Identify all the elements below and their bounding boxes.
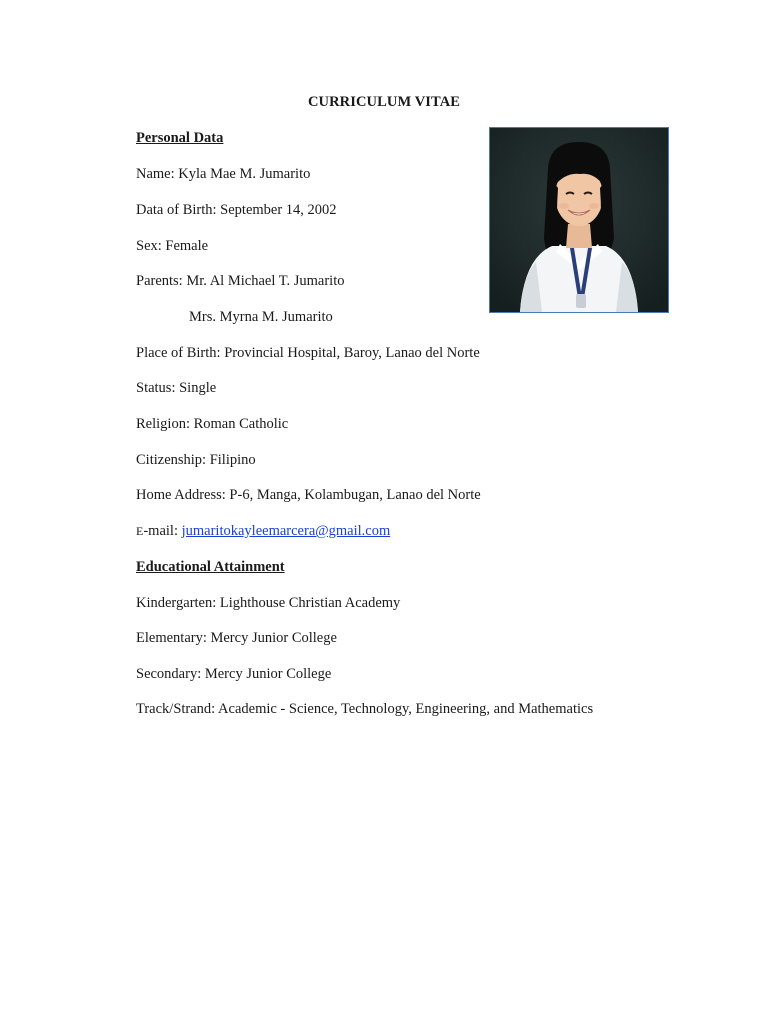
status-field: Status: Single: [136, 380, 217, 396]
home-address-field: Home Address: P-6, Manga, Kolambugan, Lanao del Norte: [136, 487, 481, 503]
profile-photo: [489, 127, 669, 313]
email-prefix-label: -mail:: [143, 523, 182, 539]
religion-field: Religion: Roman Catholic: [136, 416, 289, 432]
name-field: Name: Kyla Mae M. Jumarito: [136, 166, 311, 182]
citizenship-field: Citizenship: Filipino: [136, 452, 256, 468]
secondary-field: Secondary: Mercy Junior College: [136, 666, 332, 682]
parents-mother-field: Mrs. Myrna M. Jumarito: [189, 309, 333, 325]
profile-photo-illustration: [490, 128, 668, 312]
elementary-field: Elementary: Mercy Junior College: [136, 630, 337, 646]
track-strand-field: Track/Strand: Academic - Science, Technology, Engineering, and Mathematics: [136, 701, 594, 717]
personal-data-heading: Personal Data: [136, 130, 224, 146]
email-link[interactable]: jumaritokayleemarcera@gmail.com: [181, 523, 391, 539]
parents-father-field: Parents: Mr. Al Michael T. Jumarito: [136, 273, 345, 289]
educational-attainment-heading: Educational Attainment: [136, 559, 285, 575]
kindergarten-field: Kindergarten: Lighthouse Christian Academy: [136, 595, 401, 611]
birth-date-field: Data of Birth: September 14, 2002: [136, 202, 337, 218]
birth-place-field: Place of Birth: Provincial Hospital, Baroy, Lanao del Norte: [136, 345, 480, 361]
sex-field: Sex: Female: [136, 238, 209, 254]
email-field: [136, 522, 390, 540]
email-prefix-e: E: [136, 524, 144, 538]
page-title: CURRICULUM VITAE: [307, 94, 461, 110]
